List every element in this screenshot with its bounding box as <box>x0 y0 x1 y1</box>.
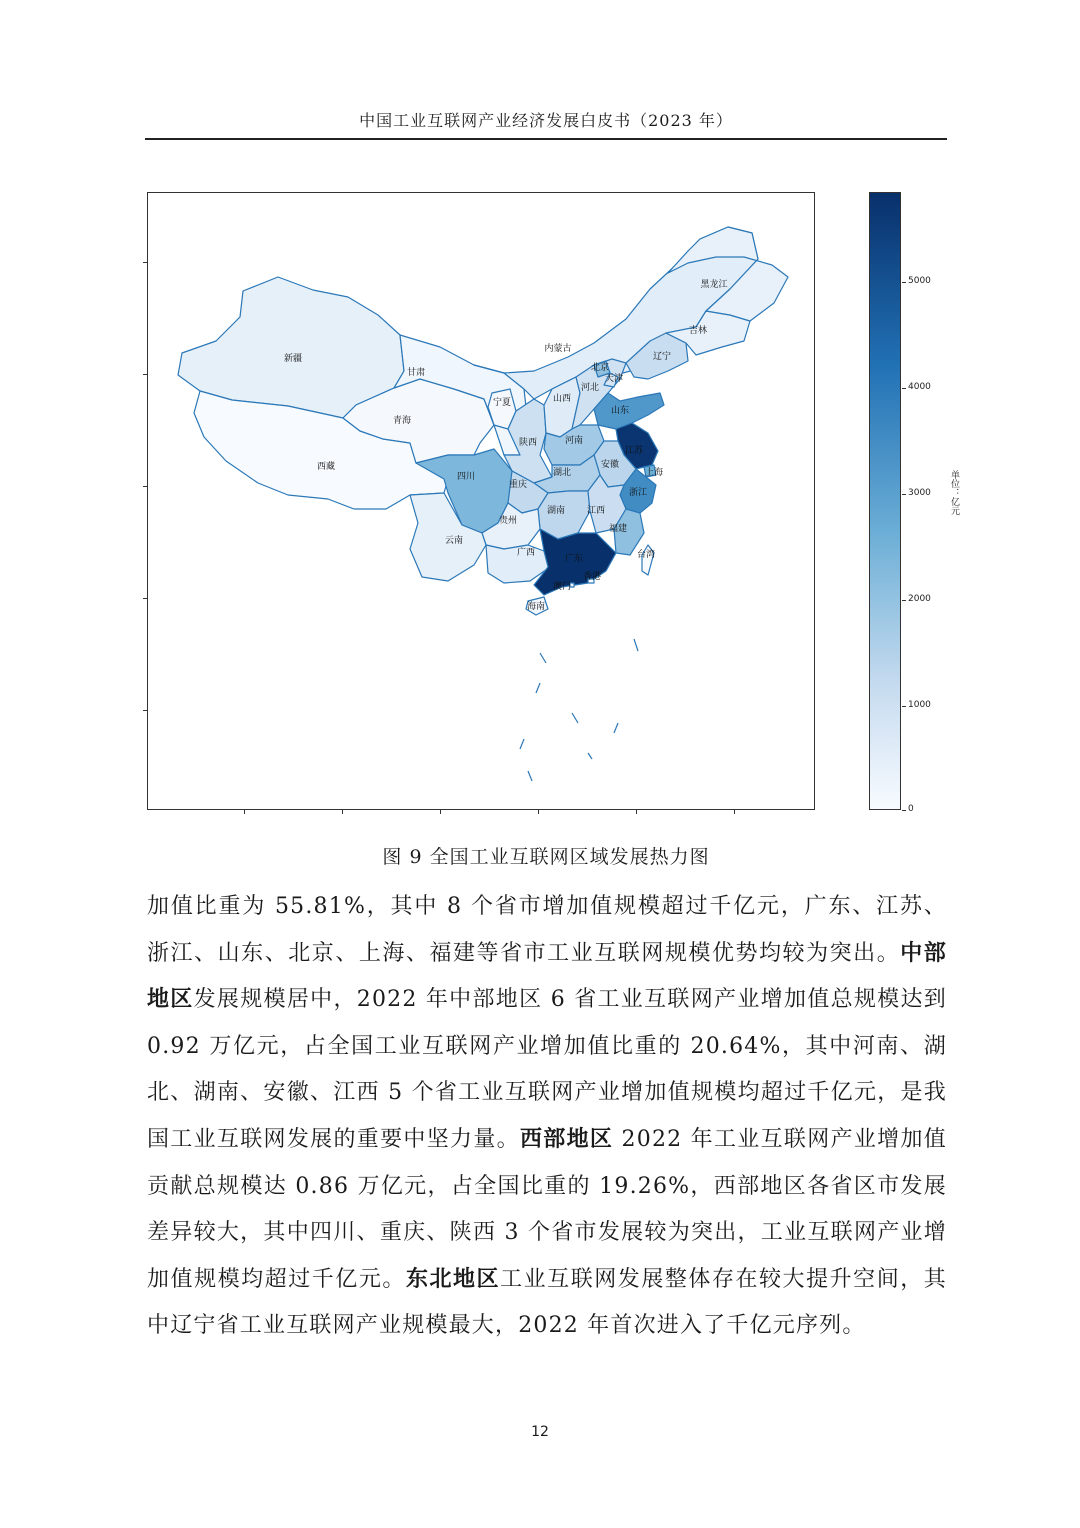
province-label-jiangsu: 江苏 <box>624 446 644 456</box>
province-label-chongqing: 重庆 <box>508 480 528 490</box>
region-heading-west: 西部地区 <box>520 1126 614 1152</box>
province-label-guangxi: 广西 <box>516 548 536 558</box>
colorbar-label: 1000 <box>908 700 931 710</box>
province-label-qinghai: 青海 <box>392 416 412 426</box>
province-label-shandong: 山东 <box>610 406 630 416</box>
y-tick <box>143 710 147 711</box>
province-label-sichuan: 四川 <box>456 472 476 482</box>
province-label-beijing: 北京 <box>590 363 610 373</box>
colorbar <box>869 192 901 810</box>
colorbar-unit: 单位：亿元 <box>949 470 959 515</box>
province-label-shaanxi: 陕西 <box>518 438 538 448</box>
province-label-hongkong: 香港 <box>582 572 602 582</box>
x-tick <box>538 810 539 814</box>
colorbar-tick <box>902 494 906 495</box>
colorbar-tick <box>902 706 906 707</box>
x-tick <box>440 810 441 814</box>
map-svg <box>148 193 815 810</box>
province-label-neimenggu: 内蒙古 <box>544 344 572 354</box>
figure-caption: 图 9 全国工业互联网区域发展热力图 <box>382 846 710 868</box>
region-heading-northeast: 东北地区 <box>405 1266 501 1292</box>
province-label-xizang: 西藏 <box>316 462 336 472</box>
y-tick <box>143 262 147 263</box>
province-label-macau: 澳门 <box>552 582 572 592</box>
para-text: 发展规模居中，2022 年中部地区 6 省工业互联网产业增加值总规模达到 0.92 万亿元，占全国工业互联网产业增加值比重的 20.64%，其中河南、湖北、湖南、安徽、江西 5 个省工业互联网产业增加值规模均超过千亿元，是我国工业互联网发展的重要中坚力量。 <box>147 987 947 1152</box>
colorbar-tick <box>902 600 906 601</box>
colorbar-label: 3000 <box>908 488 931 498</box>
colorbar-label: 5000 <box>908 276 931 286</box>
province-label-gansu: 甘肃 <box>406 368 426 378</box>
x-tick <box>244 810 245 814</box>
province-label-xinjiang: 新疆 <box>283 354 303 364</box>
para-text: 2022 年工业互联网产业增加值贡献总规模达 0.86 万亿元，占全国比重的 19.26%，西部地区各省区市发展差异较大，其中四川、重庆、陕西 3 个省市发展较为突出，工业互联网产业增加值规模均超过千亿元。 <box>147 1126 947 1292</box>
province-label-guangdong: 广东 <box>564 554 584 564</box>
province-label-yunnan: 云南 <box>444 536 464 546</box>
colorbar-label: 2000 <box>908 594 931 604</box>
x-tick <box>342 810 343 814</box>
province-label-liaoning: 辽宁 <box>652 352 672 362</box>
body-paragraph <box>147 884 947 1350</box>
colorbar-tick <box>902 388 906 389</box>
province-label-taiwan: 台湾 <box>636 550 656 560</box>
region-heading-central: 中部地区 <box>147 940 948 1013</box>
province-label-hebei: 河北 <box>580 383 600 393</box>
province-label-ningxia: 宁夏 <box>492 398 512 408</box>
colorbar-label: 4000 <box>908 382 931 392</box>
province-label-jilin: 吉林 <box>688 326 708 336</box>
china-heatmap <box>147 192 815 810</box>
south-sea-islands <box>520 639 638 781</box>
province-label-hubei: 湖北 <box>552 468 572 478</box>
page-number: 12 <box>531 1424 549 1440</box>
province-label-tianjin: 天津 <box>604 374 624 384</box>
colorbar-tick <box>902 810 906 811</box>
province-label-hunan: 湖南 <box>546 506 566 516</box>
province-label-zhejiang: 浙江 <box>628 488 648 498</box>
y-tick <box>143 598 147 599</box>
province-label-shanxi: 山西 <box>552 394 572 404</box>
para-text: 加值比重为 55.81%，其中 8 个省市增加值规模超过千亿元，广东、江苏、浙江、山东、北京、上海、福建等省市工业互联网规模优势均较为突出。 <box>147 894 947 966</box>
province-label-guizhou: 贵州 <box>498 516 518 526</box>
para-text: 工业互联网发展整体存在较大提升空间，其中辽宁省工业互联网产业规模最大，2022 年首次进入了千亿元序列。 <box>147 1266 947 1339</box>
province-label-hainan: 海南 <box>526 602 546 612</box>
header-rule <box>145 138 947 140</box>
province-label-shanghai: 上海 <box>644 468 664 478</box>
colorbar-label: 0 <box>908 804 914 814</box>
y-tick <box>143 374 147 375</box>
y-tick <box>143 486 147 487</box>
running-header: 中国工业互联网产业经济发展白皮书（2023 年） <box>359 111 733 130</box>
province-label-fujian: 福建 <box>608 524 628 534</box>
province-label-jiangxi: 江西 <box>586 506 606 516</box>
x-tick <box>636 810 637 814</box>
x-tick <box>734 810 735 814</box>
province-label-henan: 河南 <box>564 436 584 446</box>
province-label-heilongjiang: 黑龙江 <box>700 280 728 290</box>
province-label-anhui: 安徽 <box>600 460 620 470</box>
colorbar-tick <box>902 282 906 283</box>
